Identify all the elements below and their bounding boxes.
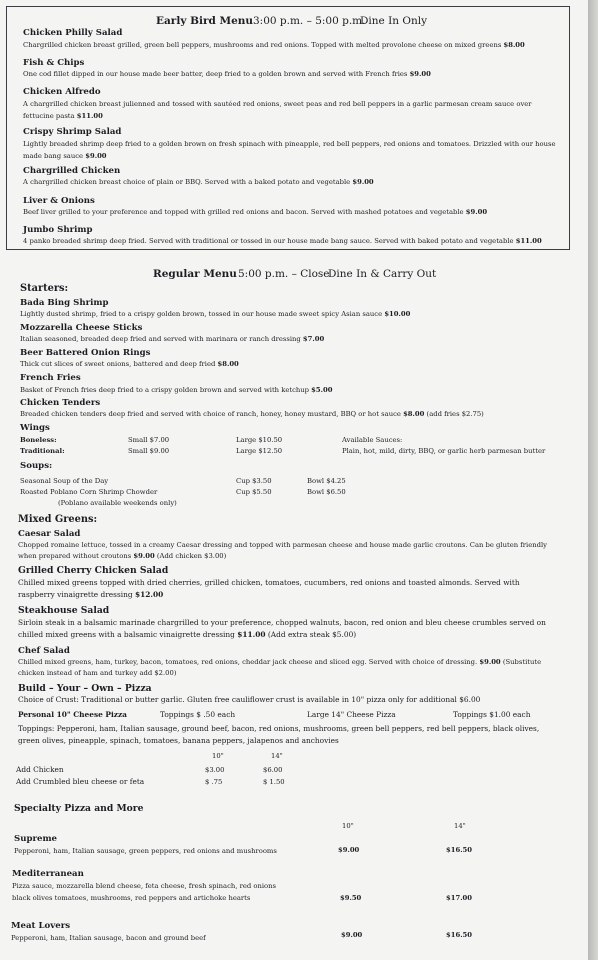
specialty-item-desc: Pepperoni, ham, Italian sausage, green peppers, red onions and mushrooms	[14, 847, 277, 855]
page-edge-background	[588, 0, 598, 960]
greens-item-desc: Chopped romaine lettuce, tossed in a creamy Caesar dressing and topped with parmesan cheese and house made garlic croutons. Can be gluten friendly when prepared without croutons $9.00 (Add chicken $3.00)	[18, 541, 547, 560]
wings-boneless-large: Large $10.50	[236, 436, 283, 444]
specialty-price-14: $16.50	[446, 846, 473, 854]
specialty-price-14: $17.00	[446, 894, 473, 902]
pizza-addon-name: Add Crumbled bleu cheese or feta	[16, 777, 145, 786]
starter-desc: Basket of French fries deep fried to a crispy golden brown and served with ketchup $5.00	[20, 386, 333, 394]
regular-menu-hours: 5:00 p.m. – Close	[238, 268, 330, 280]
pizza-addon-10: $ .75	[205, 778, 223, 786]
wings-sauces-label: Available Sauces:	[342, 436, 403, 444]
starter-desc: Breaded chicken tenders deep fried and served with choice of ranch, honey, honey mustard, BBQ or hot sauce $8.00 (add fries $2.75)	[20, 410, 484, 418]
eb-item-desc: 4 panko breaded shrimp deep fried. Served with traditional or tossed in our house made bang sauce. Served with baked potato and vegetable $11.00	[23, 237, 542, 245]
eb-item-name: Fish & Chips	[23, 58, 85, 68]
greens-heading: Mixed Greens:	[18, 514, 98, 525]
eb-item-name: Liver & Onions	[23, 196, 95, 206]
pizza-addon-14: $ 1.50	[263, 778, 285, 786]
wings-heading: Wings	[20, 423, 50, 433]
specialty-item-name: Meat Lovers	[11, 921, 71, 931]
pizza-personal-toppings: Toppings $ .50 each	[160, 710, 236, 719]
specialty-item-desc: Pepperoni, ham, Italian sausage, bacon and ground beef	[11, 934, 206, 942]
starter-name: Mozzarella Cheese Sticks	[20, 323, 143, 333]
early-bird-hours: 3:00 p.m. – 5:00 p.m.	[253, 15, 366, 27]
wings-sauces: Plain, hot, mild, dirty, BBQ, or garlic herb parmesan butter	[342, 447, 546, 455]
soup-name: Seasonal Soup of the Day	[20, 477, 109, 485]
greens-item-desc: Chilled mixed greens, ham, turkey, bacon, tomatoes, red onions, cheddar jack cheese and sliced egg. Served with choice of dressing. $9.00 (Substitute chicken instead of ham and turkey add $2.00)	[18, 658, 542, 677]
greens-item-name: Chef Salad	[18, 646, 70, 656]
regular-menu-service: Dine In & Carry Out	[328, 268, 437, 280]
eb-item-name: Chicken Alfredo	[23, 87, 101, 97]
soup-bowl: Bowl $4.25	[307, 477, 346, 485]
greens-item-name: Steakhouse Salad	[18, 605, 110, 616]
eb-item-name: Chargrilled Chicken	[23, 166, 121, 176]
starter-desc: Thick cut slices of sweet onions, battered and deep fried $8.00	[20, 360, 239, 368]
specialty-size-10: 10"	[342, 822, 354, 830]
specialty-item-name: Supreme	[14, 834, 58, 844]
starter-desc: Lightly dusted shrimp, fried to a crispy golden brown, tossed in our house made sweet spicy Asian sauce $10.00	[20, 310, 411, 318]
eb-item-desc: A chargrilled chicken breast julienned and tossed with sautéed red onions, sweet peas and red bell peppers in a garlic parmesan cream sauce over fettucine pasta $11.00	[23, 100, 532, 120]
greens-item-name: Caesar Salad	[18, 529, 81, 539]
specialty-heading: Specialty Pizza and More	[14, 803, 144, 814]
eb-item-desc: Beef liver grilled to your preference and topped with grilled red onions and bacon. Served with mashed potatoes and vegetable $9.00	[23, 208, 488, 216]
pizza-size-10: 10"	[212, 752, 224, 760]
specialty-item-name: Mediterranean	[12, 869, 84, 879]
pizza-personal: Personal 10" Cheese Pizza	[18, 710, 127, 719]
wings-traditional-small: Small $9.00	[128, 447, 170, 455]
soup-bowl: Bowl $6.50	[307, 488, 346, 496]
early-bird-service: Dine In Only	[360, 15, 427, 27]
wings-boneless-label: Boneless:	[20, 436, 57, 444]
pizza-addon-10: $3.00	[205, 766, 225, 774]
specialty-size-14: 14"	[454, 822, 466, 830]
starters-heading: Starters:	[20, 283, 69, 294]
soup-note: (Poblano available weekends only)	[58, 499, 177, 507]
wings-boneless-small: Small $7.00	[128, 436, 170, 444]
wings-traditional-large: Large $12.50	[236, 447, 283, 455]
pizza-large: Large 14" Cheese Pizza	[307, 710, 396, 719]
soups-heading: Soups:	[20, 461, 53, 471]
pizza-size-14: 14"	[271, 752, 283, 760]
early-bird-title: Early Bird Menu	[156, 15, 254, 27]
specialty-price-10: $9.00	[338, 846, 360, 854]
specialty-price-10: $9.00	[341, 931, 363, 939]
pizza-large-toppings: Toppings $1.00 each	[453, 710, 531, 719]
eb-item-desc: Lightly breaded shrimp deep fried to a golden brown on fresh spinach with pineapple, red bell peppers, red onions and tomatoes. Drizzled with our house made bang sauce $9.00	[23, 140, 556, 160]
regular-menu-title: Regular Menu	[153, 268, 237, 280]
eb-item-desc: Chargrilled chicken breast grilled, green bell peppers, mushrooms and red onions. Topped with melted provolone cheese on mixed greens $8.00	[23, 41, 525, 49]
starter-name: Beer Battered Onion Rings	[20, 348, 151, 358]
starter-name: Chicken Tenders	[20, 398, 101, 408]
greens-item-desc: Chilled mixed greens topped with dried cherries, grilled chicken, tomatoes, cucumbers, red onions and toasted almonds. Served with raspberry vinaigrette dressing $12.00	[18, 578, 520, 599]
soup-cup: Cup $5.50	[236, 488, 272, 496]
eb-item-desc: A chargrilled chicken breast choice of plain or BBQ. Served with a baked potato and vegetable $9.00	[23, 178, 374, 186]
pizza-addon-14: $6.00	[263, 766, 283, 774]
wings-traditional-label: Traditional:	[20, 447, 65, 455]
eb-item-desc: One cod fillet dipped in our house made beer batter, deep fried to a golden brown and served with French fries $9.00	[23, 70, 431, 78]
specialty-price-14: $16.50	[446, 931, 473, 939]
specialty-item-desc: Pizza sauce, mozzarella blend cheese, feta cheese, fresh spinach, red onions	[12, 882, 276, 890]
starter-desc: Italian seasoned, breaded deep fried and served with marinara or ranch dressing $7.00	[20, 335, 325, 343]
pizza-addon-name: Add Chicken	[16, 765, 64, 774]
eb-item-name: Jumbo Shrimp	[23, 225, 93, 235]
soup-cup: Cup $3.50	[236, 477, 272, 485]
pizza-crust: Choice of Crust: Traditional or butter garlic. Gluten free cauliflower crust is available in 10" pizza only for additional $6.00	[18, 695, 481, 704]
starter-name: Bada Bing Shrimp	[20, 298, 109, 308]
starter-name: French Fries	[20, 373, 81, 383]
eb-item-name: Crispy Shrimp Salad	[23, 127, 122, 137]
greens-item-desc: Sirloin steak in a balsamic marinade chargrilled to your preference, chopped walnuts, bacon, red onion and bleu cheese crumbles served on chilled mixed greens with a balsamic vinaigrette dressing $11.00 (Add extra steak $5.00)	[18, 618, 546, 639]
soup-name: Roasted Poblano Corn Shrimp Chowder	[20, 488, 158, 496]
specialty-price-10: $9.50	[340, 894, 362, 902]
eb-item-name: Chicken Philly Salad	[23, 28, 123, 38]
pizza-heading: Build – Your – Own – Pizza	[18, 683, 152, 694]
greens-item-name: Grilled Cherry Chicken Salad	[18, 565, 169, 576]
pizza-toppings: Toppings: Pepperoni, ham, Italian sausage, ground beef, bacon, red onions, mushrooms, green bell peppers, red bell peppers, black olives, green olives, pineapple, spinach, tomatoes, banana peppers, jalapenos and anchovies	[18, 724, 540, 745]
specialty-item-desc: black olives tomatoes, mushrooms, red peppers and artichoke hearts	[12, 894, 251, 902]
